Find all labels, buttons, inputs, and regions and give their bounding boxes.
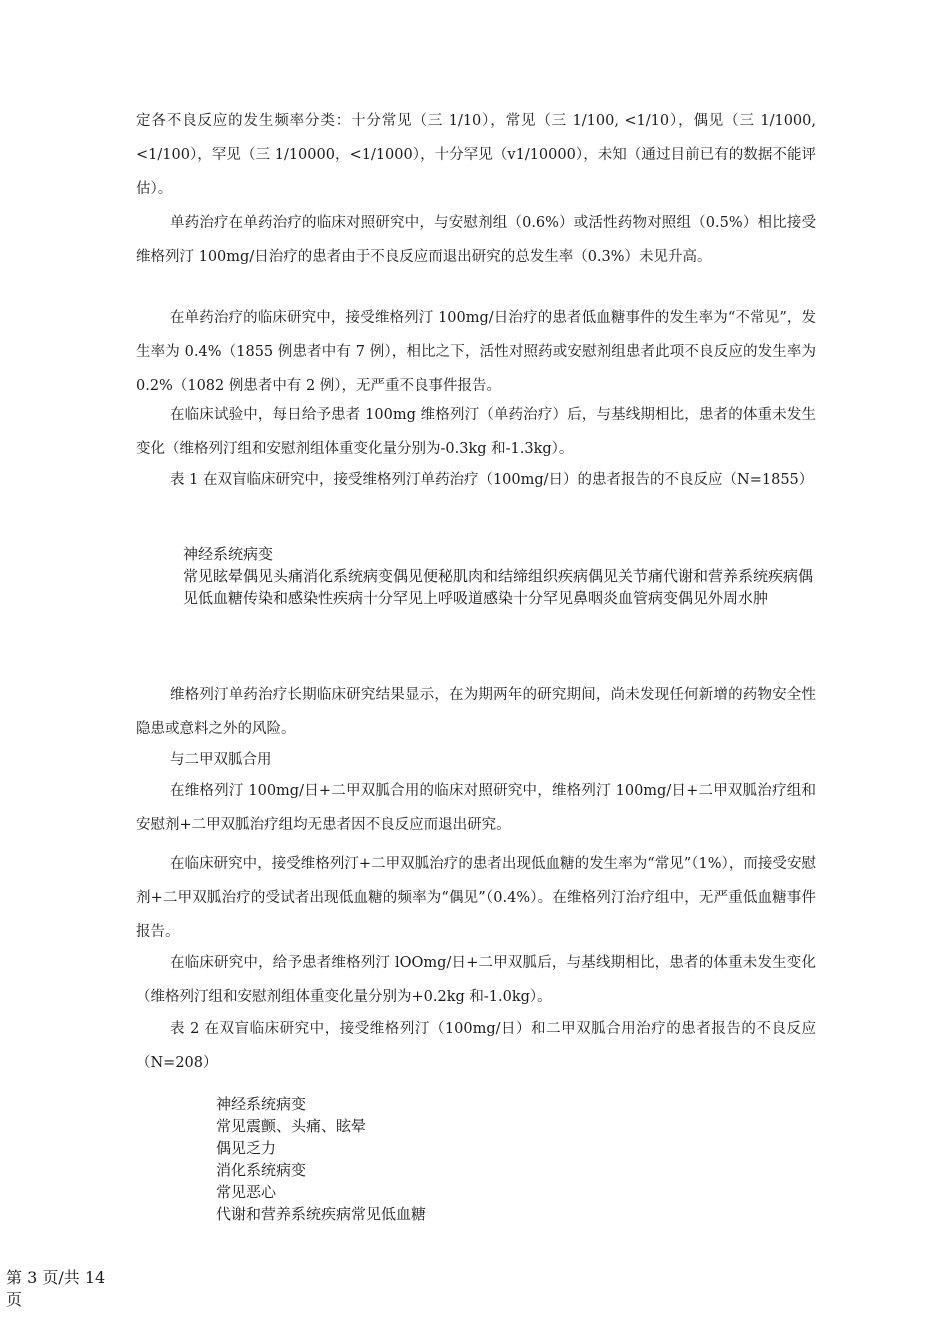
paragraph-metformin-withdrawal: 在维格列汀 100mg/日+二甲双胍合用的临床对照研究中，维格列汀 100mg/日+二甲双胍治疗组和安慰剂+二甲双胍治疗组均无患者因不良反应而退出研究。 bbox=[136, 783, 816, 833]
table2-line: 偶见乏力 bbox=[216, 1139, 277, 1157]
paragraph-metformin-hypoglycemia: 在临床研究中，接受维格列汀+二甲双胍治疗的患者出现低血糖的发生率为“常见”（1%），而接受安慰剂+二甲双胍治疗的受试者出现低血糖的频率为“偶见”（0.4%）。在维格列汀治疗组中，无严重低血糖事件报告。 bbox=[136, 856, 816, 940]
paragraph-monotherapy-weight: 在临床试验中，每日给予患者 100mg 维格列汀（单药治疗）后，与基线期相比，患者的体重未发生变化（维格列汀组和安慰剂组体重变化量分别为-0.3kg 和-1.3kg）。 bbox=[136, 407, 816, 457]
table2-adverse-reactions bbox=[216, 1093, 716, 1225]
table1-line-1: 神经系统病变 bbox=[183, 545, 274, 563]
table2-line: 常见震颤、头痛、眩晕 bbox=[216, 1117, 367, 1135]
paragraph-monotherapy-withdrawal: 单药治疗在单药治疗的临床对照研究中，与安慰剂组（0.6%）或活性药物对照组（0.5%）相比接受维格列汀 100mg/日治疗的患者由于不良反应而退出研究的总发生率（0.3%）未见升高。 bbox=[136, 215, 816, 265]
table2-line: 常见恶心 bbox=[216, 1183, 277, 1201]
paragraph-frequency-classification: 定各不良反应的发生频率分类：十分常见（三 1/10），常见（三 1/100, <1/10），偶见（三 1/1000, <1/100），罕见（三 1/10000，<1/1000），十分罕见（v1/10000），未知（通过目前已有的数据不能评估）。 bbox=[136, 113, 816, 197]
table2-line: 代谢和营养系统疾病常见低血糖 bbox=[216, 1205, 427, 1223]
table1-adverse-reactions bbox=[183, 543, 818, 609]
paragraph-monotherapy-hypoglycemia: 在单药治疗的临床研究中，接受维格列汀 100mg/日治疗的患者低血糖事件的发生率为“不常见”，发生率为 0.4%（1855 例患者中有 7 例），相比之下，活性对照药或安慰剂组患者此项不良反应的发生率为 0.2%（1082 例患者中有 2 例），无严重不良事件报告。 bbox=[136, 310, 816, 394]
table2-line: 神经系统病变 bbox=[216, 1095, 307, 1113]
paragraph-metformin-weight: 在临床研究中，给予患者维格列汀 lOOmg/日+二甲双胍后，与基线期相比，患者的体重未发生变化（维格列汀组和安慰剂组体重变化量分别为+0.2kg 和-1.0kg）。 bbox=[136, 955, 816, 1005]
table1-caption: 表 1 在双盲临床研究中，接受维格列汀单药治疗（100mg/日）的患者报告的不良反应（N=1855） bbox=[170, 472, 814, 488]
paragraph-long-term-study: 维格列汀单药治疗长期临床研究结果显示，在为期两年的研究期间，尚未发现任何新增的药物安全性隐患或意料之外的风险。 bbox=[136, 687, 816, 737]
section-heading-metformin: 与二甲双胍合用 bbox=[170, 752, 272, 768]
table2-caption: 表 2 在双盲临床研究中，接受维格列汀（100mg/日）和二甲双胍合用治疗的患者报告的不良反应（N=208） bbox=[136, 1021, 816, 1071]
table1-line-2: 常见眩晕偶见头痛消化系统病变偶见便秘肌肉和结缔组织疾病偶见关节痛代谢和营养系统疾病偶见低血糖传染和感染性疾病十分罕见上呼吸道感染十分罕见鼻咽炎血管病变偶见外周水肿 bbox=[183, 567, 814, 607]
table2-line: 消化系统病变 bbox=[216, 1161, 307, 1179]
page-number: 第 3 页/共 14 页 bbox=[6, 1268, 106, 1309]
